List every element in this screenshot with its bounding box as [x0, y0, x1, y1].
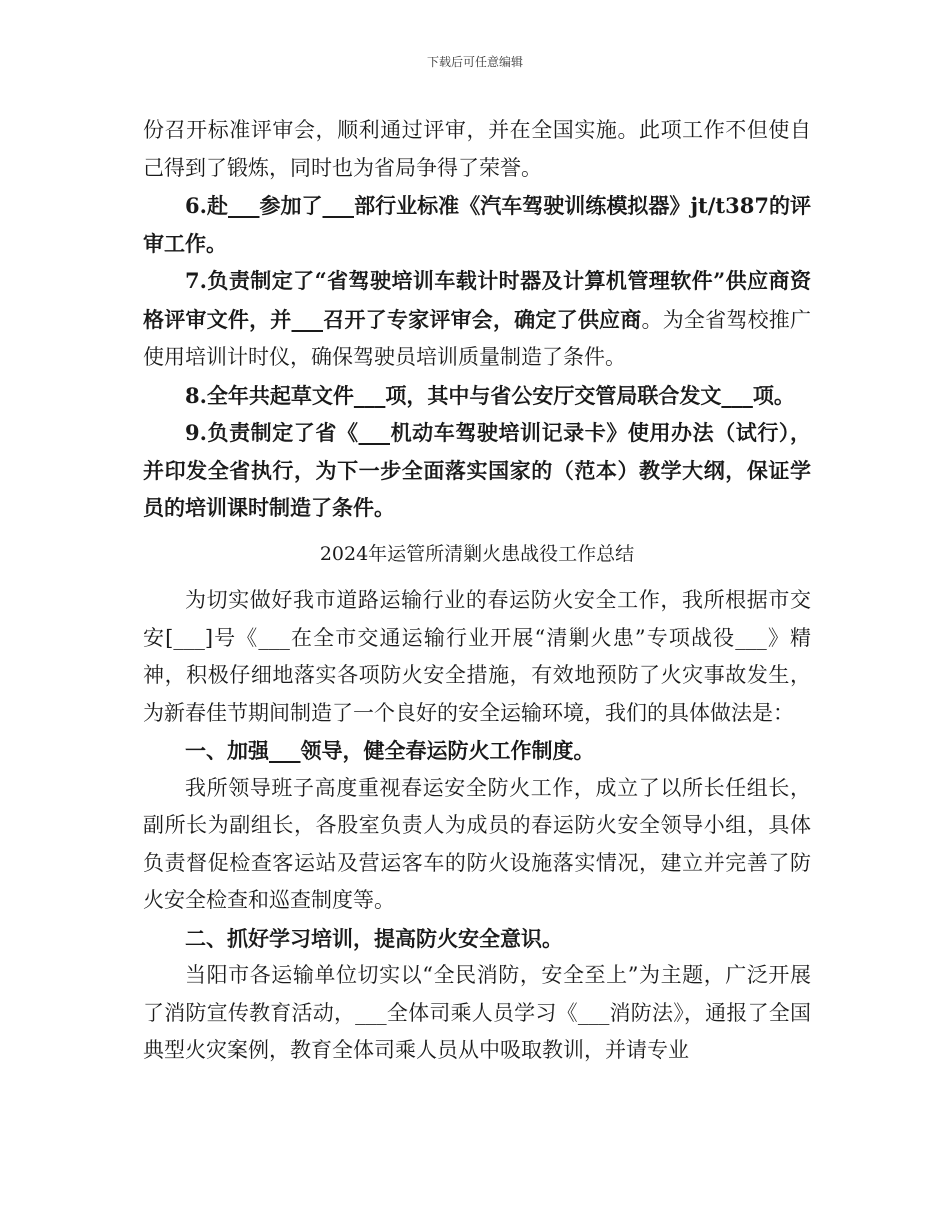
intro-paragraph: 为切实做好我市道路运输行业的春运防火安全工作，我所根据市交安[___]号《___在全市交通运输行业开展“清剿火患”专项战役___》精神，积极仔细地落实各项防火安全措施，有效地预防了火灾事故发生，为新春佳节期间制造了一个良好的安全运输环境，我们的具体做法是：	[143, 588, 811, 725]
list-item-8: 8.全年共起草文件___项，其中与省公安厅交管局联合发文___项。	[185, 382, 795, 408]
paragraph-1: 我所领导班子高度重视春运安全防火工作，成立了以所长任组长，副所长为副组长，各股室负责人为成员的春运防火安全领导小组，具体负责督促检查客运站及营运客车的防火设施落实情况，建立并完善了防火安全检查和巡查制度等。	[143, 775, 811, 912]
page-header: 下载后可任意编辑	[426, 55, 523, 69]
heading-1: 一、加强___领导，健全春运防火工作制度。	[185, 738, 595, 763]
list-item-7-normal: 。为全省驾校推广使用培训计时仪，确保驾驶员培训质量制造了条件。	[143, 307, 812, 369]
paragraph-continuation: 份召开标准评审会，顺利通过评审，并在全国实施。此项工作不但使自己得到了锻炼，同时也为省局争得了荣誉。	[143, 118, 811, 180]
list-item-7-bold: 7.负责制定了“省驾驶培训车载计时器及计算机管理软件”供应商资格评审文件，并___召开了专家评审会，确定了供应商	[143, 268, 811, 332]
document-body	[143, 112, 811, 1070]
paragraph-2: 当阳市各运输单位切实以“全民消防，安全至上”为主题，广泛开展了消防宣传教育活动，___全体司乘人员学习《___消防法》，通报了全国典型火灾案例，教育全体司乘人员从中吸取教训，并请专业	[143, 963, 811, 1062]
list-item-9: 9.负责制定了省《___机动车驾驶培训记录卡》使用办法（试行），并印发全省执行，为下一步全面落实国家的（范本）教学大纲，保证学员的培训课时制造了条件。	[143, 420, 811, 520]
list-item-7	[143, 262, 811, 377]
heading-2: 二、抓好学习培训，提高防火安全意识。	[185, 925, 563, 951]
list-item-6: 6.赴___参加了___部行业标准《汽车驾驶训练模拟器》jt/t387的评审工作。	[143, 193, 811, 256]
section-title: 2024年运管所清剿火患战役工作总结	[319, 542, 635, 565]
